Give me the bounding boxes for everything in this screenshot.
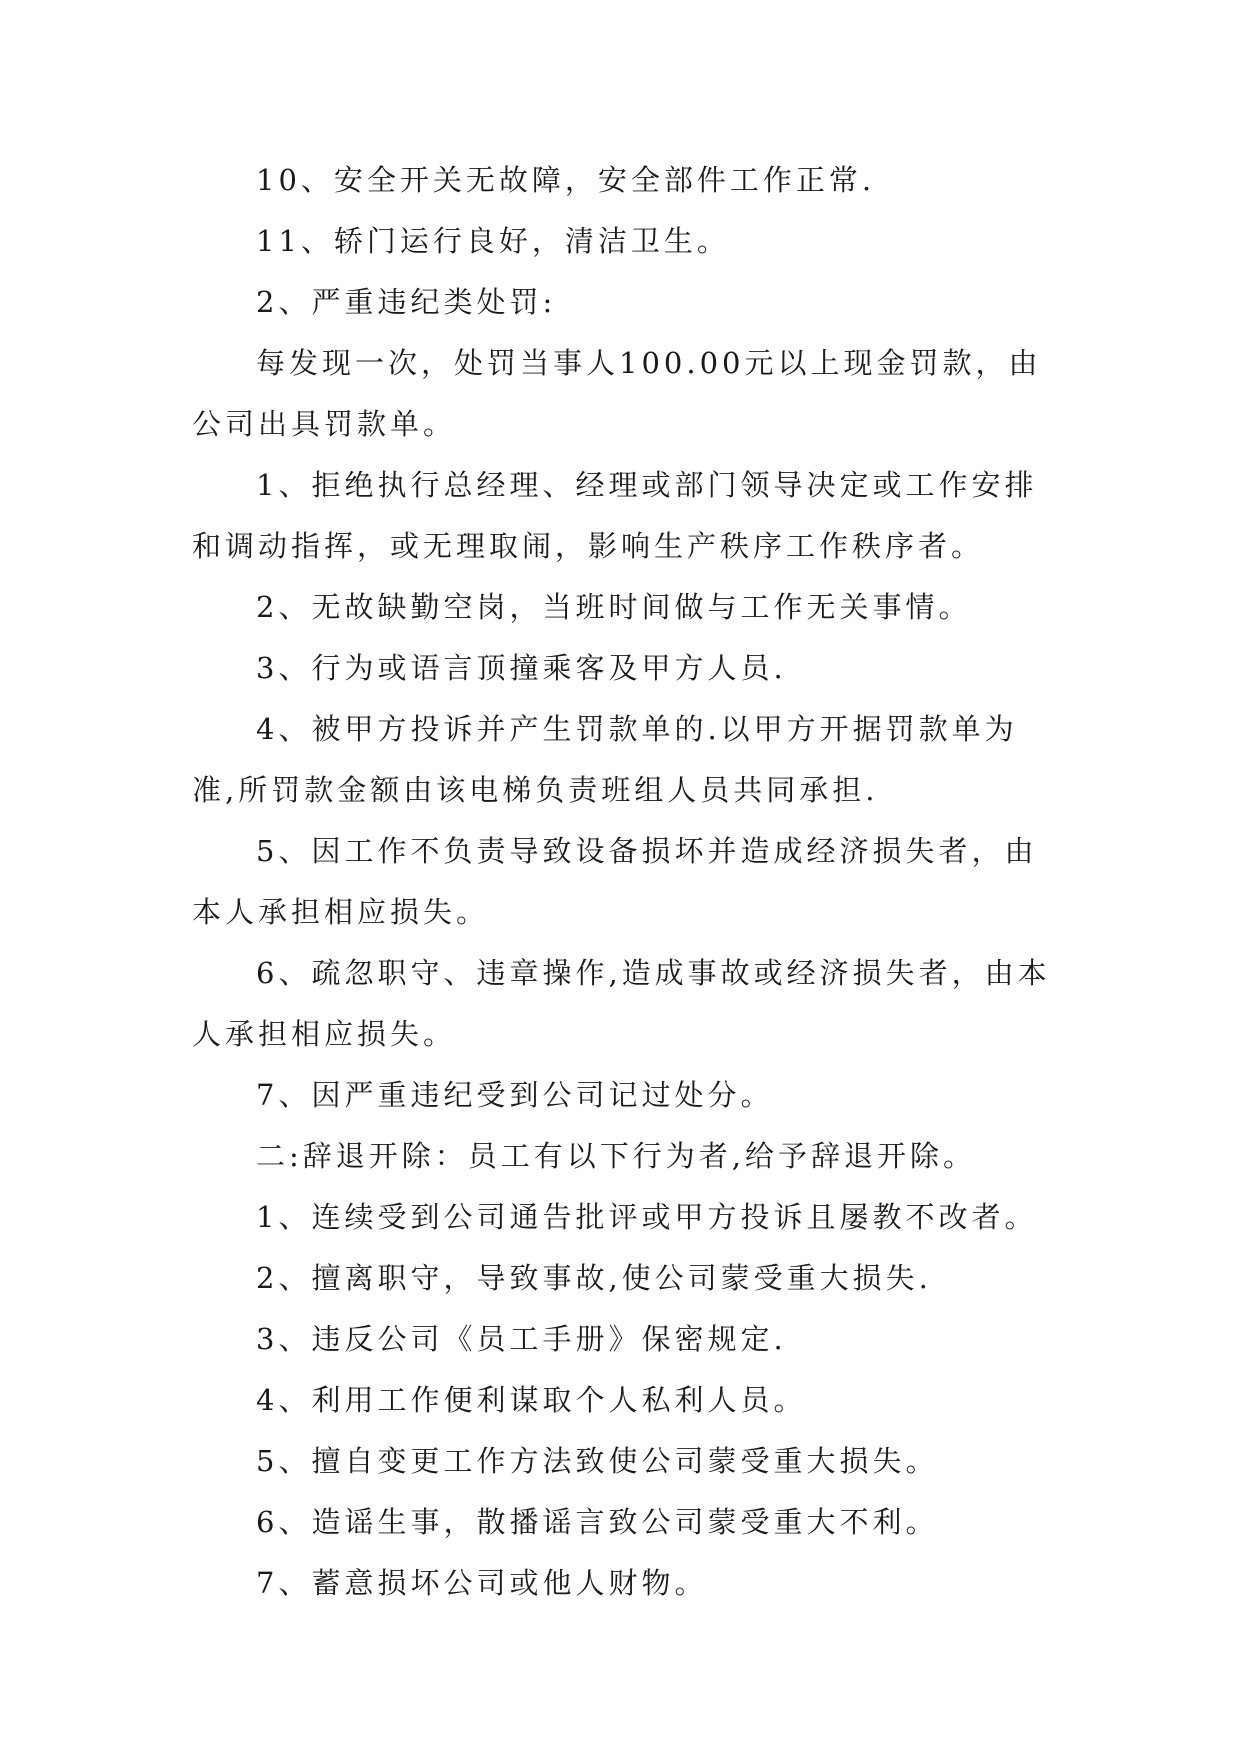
paragraph-penalty-rule: 每发现一次，处罚当事人100.00元以上现金罚款，由公司出具罚款单。 xyxy=(192,346,1042,441)
dismissal-item-7: 7、蓄意损坏公司或他人财物。 xyxy=(256,1566,708,1600)
paragraph-item-4: 4、被甲方投诉并产生罚款单的.以甲方开据罚款单为准,所罚款金额由该电梯负责班组人员共同承担. xyxy=(192,712,1018,807)
document-body xyxy=(192,150,1052,1614)
dismissal-item-6: 6、造谣生事，散播谣言致公司蒙受重大不利。 xyxy=(256,1505,939,1539)
dismissal-item-5: 5、擅自变更工作方法致使公司蒙受重大损失。 xyxy=(256,1444,939,1478)
dismissal-item-1: 1、连续受到公司通告批评或甲方投诉且屡教不改者。 xyxy=(256,1200,1038,1234)
dismissal-item-3: 3、违反公司《员工手册》保密规定. xyxy=(256,1322,787,1356)
paragraph-item-5: 5、因工作不负责导致设备损坏并造成经济损失者，由本人承担相应损失。 xyxy=(192,834,1038,929)
paragraph-item-2: 2、无故缺勤空岗，当班时间做与工作无关事情。 xyxy=(256,590,972,624)
paragraph-item-3: 3、行为或语言顶撞乘客及甲方人员. xyxy=(256,651,787,685)
paragraph-item-7: 7、因严重违纪受到公司记过处分。 xyxy=(256,1078,774,1112)
section-heading-severe-violation: 2、严重违纪类处罚: xyxy=(256,285,557,319)
paragraph-2: 11、轿门运行良好，清洁卫生。 xyxy=(256,224,730,258)
paragraph-item-6: 6、疏忽职守、违章操作,造成事故或经济损失者，由本人承担相应损失。 xyxy=(192,956,1051,1051)
dismissal-item-4: 4、利用工作便利谋取个人私利人员。 xyxy=(256,1383,807,1417)
dismissal-item-2: 2、擅离职守，导致事故,使公司蒙受重大损失. xyxy=(256,1261,932,1295)
section-heading-dismissal: 二:辞退开除：员工有以下行为者,给予辞退开除。 xyxy=(256,1139,976,1173)
paragraph-1: 10、安全开关无故障，安全部件工作正常. xyxy=(256,163,876,197)
paragraph-item-1: 1、拒绝执行总经理、经理或部门领导决定或工作安排和调动指挥，或无理取闹，影响生产秩序工作秩序者。 xyxy=(192,468,1038,563)
